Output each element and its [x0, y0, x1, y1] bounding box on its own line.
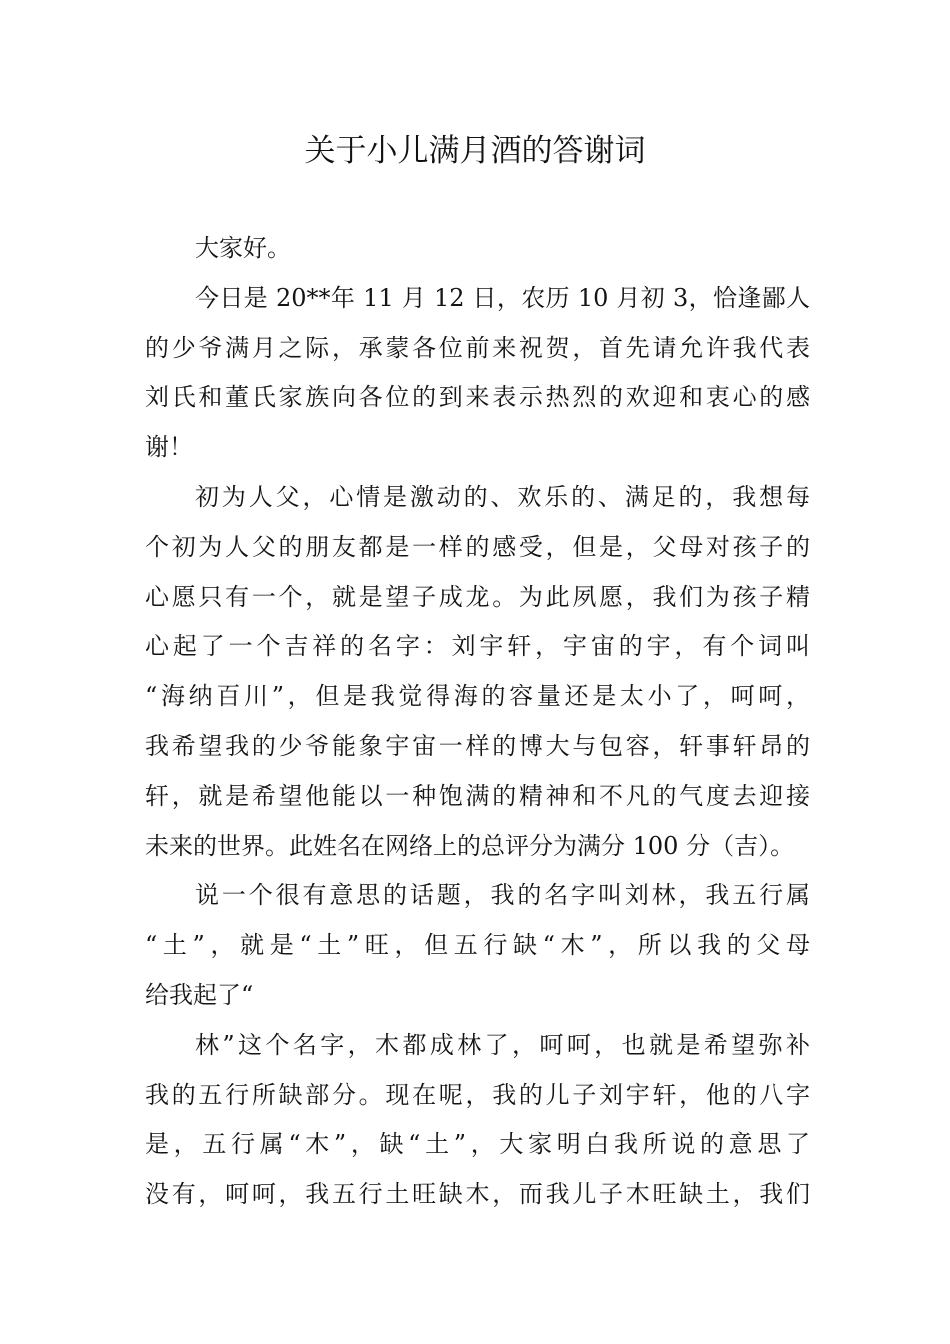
paragraph-line: 是，五行属“木”，缺“土”，大家明白我所说的意思了 — [145, 1130, 810, 1159]
paragraph-name-topic — [145, 871, 810, 1020]
paragraph-line: 轩，就是希望他能以一种饱满的精神和不凡的气度去迎接 — [145, 781, 810, 810]
paragraph-line: 刘氏和董氏家族向各位的到来表示热烈的欢迎和衷心的感 — [145, 383, 810, 412]
paragraph-greeting — [145, 224, 810, 274]
paragraph-five-elements — [145, 1021, 810, 1220]
paragraph-line: “土”，就是“土”旺，但五行缺“木”，所以我的父母 — [145, 931, 810, 960]
paragraph-line: 初为人父，心情是激动的、欢乐的、满足的，我想每 — [195, 482, 810, 511]
paragraph-line: 没有，呵呵，我五行土旺缺木，而我儿子木旺缺土，我们 — [145, 1180, 810, 1209]
paragraph-line: 大家好。 — [195, 234, 291, 262]
paragraph-line: 的少爷满月之际，承蒙各位前来祝贺，首先请允许我代表 — [145, 333, 810, 362]
paragraph-line: 说一个很有意思的话题，我的名字叫刘林，我五行属 — [195, 881, 810, 910]
paragraph-date — [145, 274, 810, 473]
paragraph-line: 谢！ — [145, 433, 193, 462]
paragraph-line: 未来的世界。此姓名在网络上的总评分为满分 100 分（吉）。 — [145, 831, 795, 860]
paragraph-line: 个初为人父的朋友都是一样的感受，但是，父母对孩子的 — [145, 532, 810, 561]
paragraph-father — [145, 473, 810, 871]
document-body — [145, 224, 810, 1220]
paragraph-line: 林”这个名字，木都成林了，呵呵，也就是希望弥补 — [195, 1030, 810, 1059]
paragraph-line: 心起了一个吉祥的名字：刘宇轩，宇宙的宇，有个词叫 — [145, 632, 810, 661]
paragraph-line: 今日是 20**年 11 月 12 日，农历 10 月初 3，恰逢鄙人 — [195, 283, 810, 312]
document-title: 关于小儿满月酒的答谢词 — [304, 133, 646, 169]
paragraph-line: 心愿只有一个，就是望子成龙。为此夙愿，我们为孩子精 — [145, 582, 810, 611]
paragraph-line: “海纳百川”，但是我觉得海的容量还是太小了，呵呵， — [145, 682, 810, 711]
paragraph-line: 我希望我的少爷能象宇宙一样的博大与包容，轩事轩昂的 — [145, 731, 810, 760]
paragraph-line: 给我起了“ — [145, 980, 254, 1009]
paragraph-line: 我的五行所缺部分。现在呢，我的儿子刘宇轩，他的八字 — [145, 1080, 810, 1109]
